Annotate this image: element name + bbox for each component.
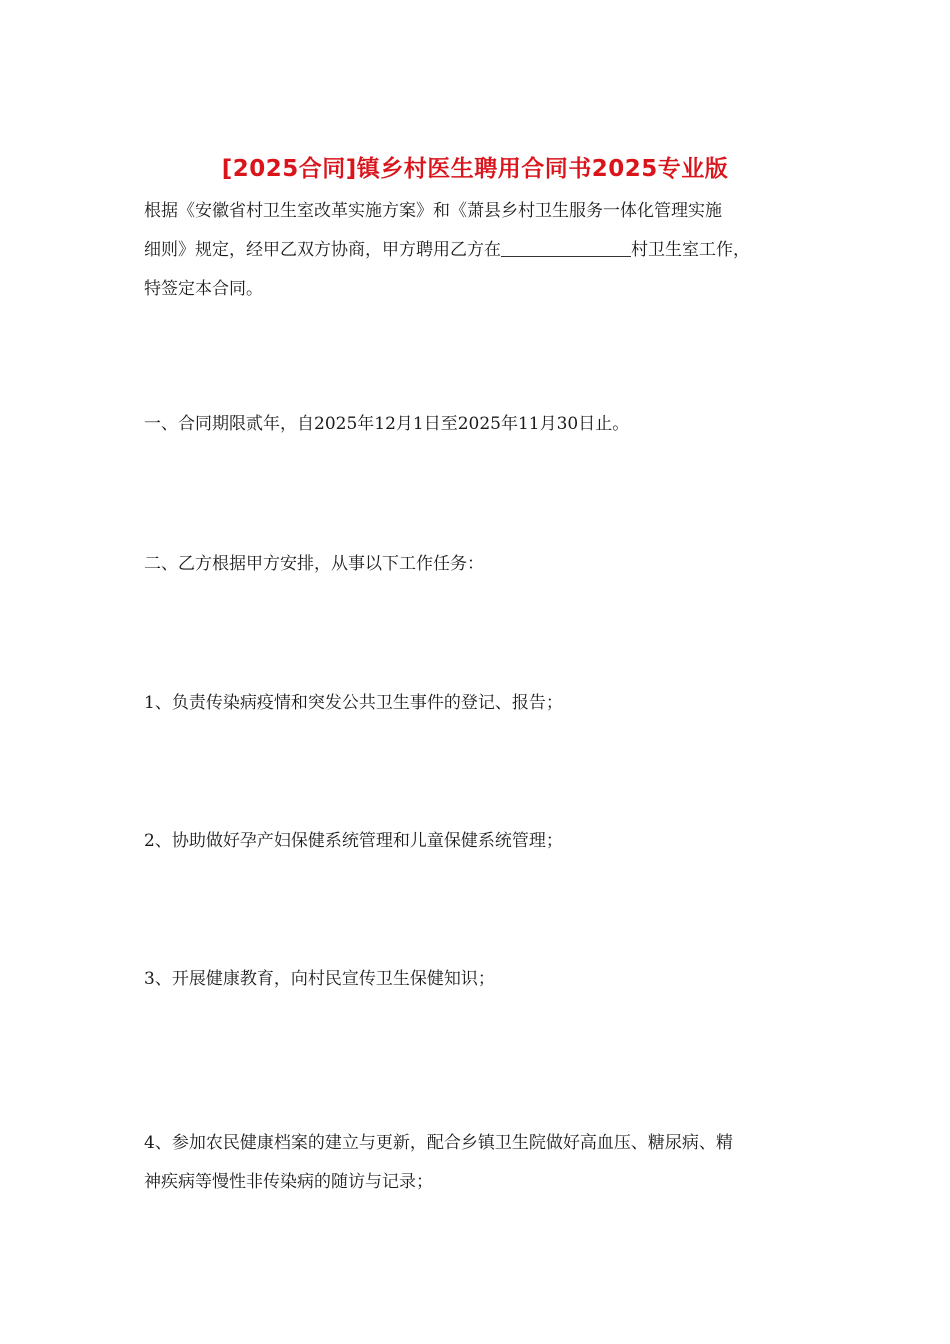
document-title: [2025合同]镇乡村医生聘用合同书2025专业版 xyxy=(221,156,729,182)
duty-item-4 xyxy=(144,1124,812,1202)
intro-line-2-after: 村卫生室工作， xyxy=(631,240,750,260)
intro-paragraph xyxy=(144,192,812,309)
intro-line-2-before: 细则》规定，经甲乙双方协商，甲方聘用乙方在 xyxy=(144,240,501,260)
duty-item-3: 3、开展健康教育，向村民宣传卫生保健知识； xyxy=(144,969,495,989)
clause-term: 一、合同期限贰年，自2025年12月1日至2025年11月30日止。 xyxy=(144,414,630,434)
duty-item-2: 2、协助做好孕产妇保健系统管理和儿童保健系统管理； xyxy=(144,831,563,851)
duty-item-4-line-2: 神疾病等慢性非传染病的随访与记录； xyxy=(144,1172,433,1192)
duty-item-4-line-1: 4、参加农民健康档案的建立与更新，配合乡镇卫生院做好高血压、糖尿病、精 xyxy=(144,1133,733,1153)
intro-line-3: 特签定本合同。 xyxy=(144,279,263,299)
duty-item-1: 1、负责传染病疫情和突发公共卫生事件的登记、报告； xyxy=(144,693,563,713)
intro-line-1: 根据《安徽省村卫生室改革实施方案》和《萧县乡村卫生服务一体化管理实施 xyxy=(144,201,722,221)
intro-line-2 xyxy=(144,231,812,270)
clause-duties: 二、乙方根据甲方安排，从事以下工作任务： xyxy=(144,554,484,574)
village-name-blank xyxy=(501,238,631,257)
